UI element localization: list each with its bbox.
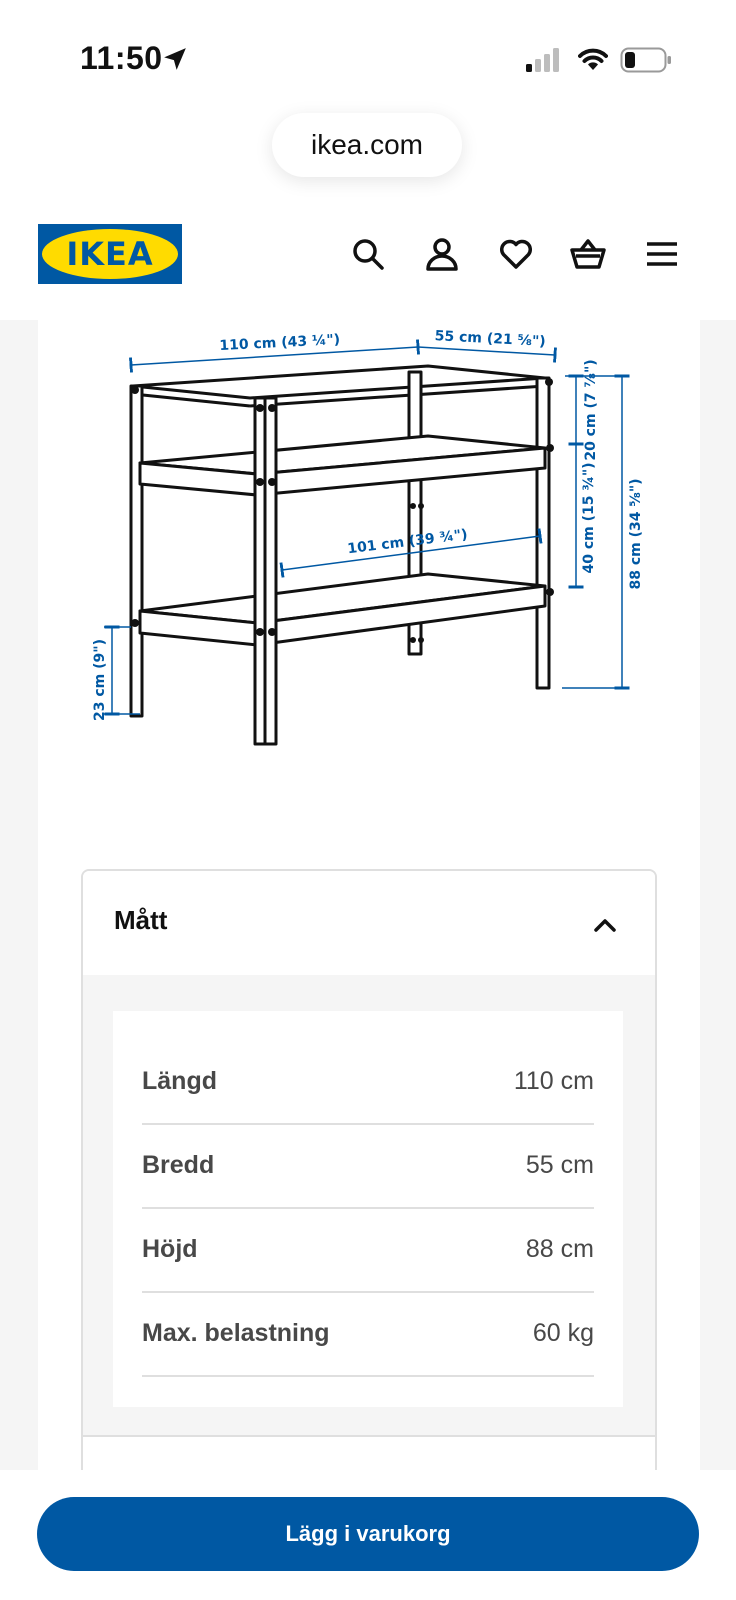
dimension-label: Max. belastning (142, 1319, 330, 1347)
dimension-value: 60 kg (532, 1319, 594, 1347)
length-label: 110 cm (43 ¼") (219, 331, 341, 355)
shelf-gap-label: 40 cm (15 ¾") (581, 462, 597, 574)
total-height-label: 88 cm (34 ⅝") (628, 478, 644, 590)
dimension-row-height (142, 1207, 594, 1293)
address-bar-url: ikea.com (310, 129, 424, 160)
bottom-action-bar (0, 1470, 736, 1600)
dimension-row-width (142, 1123, 594, 1209)
chevron-up-icon[interactable] (591, 911, 619, 939)
status-time: 11:50 (80, 40, 163, 76)
dimension-value: 110 cm (513, 1067, 594, 1095)
add-to-cart-button[interactable]: Lägg i varukorg (37, 1497, 699, 1571)
dimensions-accordion-header[interactable] (83, 871, 655, 975)
next-accordion-section[interactable] (83, 1435, 655, 1471)
basket-icon[interactable] (570, 236, 606, 272)
dimension-row-max-load (142, 1291, 594, 1377)
battery-icon (620, 47, 672, 73)
dimensions-table (113, 1011, 623, 1407)
status-bar (0, 0, 736, 110)
dimension-label: Bredd (142, 1151, 215, 1179)
inner-width-label: 101 cm (39 ¾") (346, 526, 469, 558)
ikea-logo-text: IKEA (66, 235, 154, 273)
ikea-logo[interactable] (38, 224, 182, 284)
depth-label: 55 cm (21 ⅝") (434, 328, 547, 350)
search-icon[interactable] (350, 236, 386, 272)
menu-icon[interactable] (644, 236, 680, 272)
cellular-signal-icon (526, 48, 562, 72)
dimension-row-length (142, 1039, 594, 1125)
dimension-value: 88 cm (525, 1235, 594, 1263)
dimensions-accordion-body (83, 975, 655, 1435)
site-header (0, 200, 736, 320)
ikea-logo-mark (38, 224, 182, 284)
dimensions-title: Mått (114, 905, 168, 935)
dimension-label: Höjd (142, 1235, 198, 1263)
address-bar[interactable] (272, 113, 462, 177)
dimensions-accordion (81, 869, 657, 1471)
wifi-icon (578, 46, 608, 72)
dimension-label: Längd (142, 1067, 217, 1095)
dimension-value: 55 cm (525, 1151, 594, 1179)
account-icon[interactable] (424, 236, 460, 272)
leg-height-label: 23 cm (9") (92, 639, 108, 721)
heart-icon[interactable] (498, 236, 534, 272)
location-arrow-icon (162, 46, 188, 72)
product-dimension-diagram (80, 322, 660, 752)
top-gap-label: 20 cm (7 ⅞") (583, 359, 599, 461)
